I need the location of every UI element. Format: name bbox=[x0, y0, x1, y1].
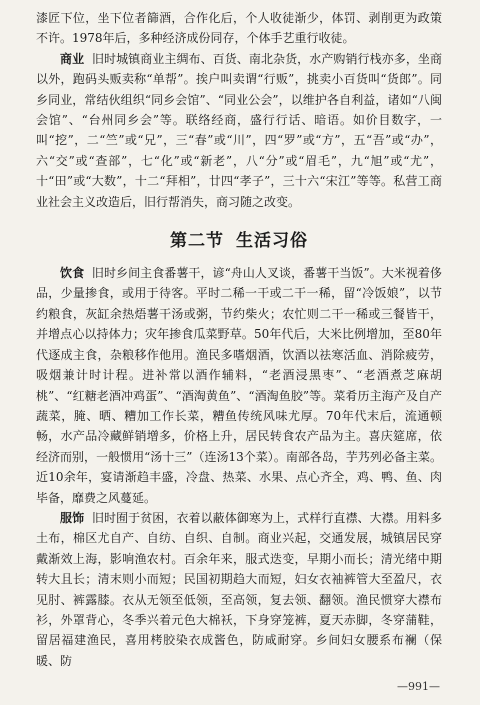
diet-term: 饮食 bbox=[60, 266, 85, 281]
paragraph-diet bbox=[36, 263, 442, 508]
section-title-text: 生活习俗 bbox=[236, 231, 308, 252]
diet-text: 旧时乡间主食番薯干，谚“舟山人叉谈，番薯干当饭”。大米视着侈品，少量掺食，或用于待客。平时二稀一干或二干一稀，留“冷饭娘”，以节约粮食，灰缸余热焐薯干汤或粥，节约柴火；农忙则二干一稀或三餐皆干，并增点心以持体力；灾年掺食瓜菜野草。50年代后，大米比例增加，至80年代逐成主食，杂粮移作他用。渔民多嗜烟酒，饮酒以祛寒活血、消除疲劳，吸烟兼计时计程。进补常以酒作辅料，“老酒浸黑枣”、“老酒煮芝麻胡桃”、“红糖老酒冲鸡蛋”、“酒淘黄鱼”、“酒淘鱼胶”等。菜肴历主海产及自产蔬菜，腌、晒、糟加工作长菜，糟鱼传统风味尤厚。70年代末后，流通顿畅，水产品冷藏鲜销增多，价格上升，居民转食农产品为主。喜庆筵席，依经济而别，一般惯用“汤十三”（连汤13个菜）。南部各岛，芋艿列必备主菜。近10余年，宴请渐趋丰盛，冷盘、热菜、水果、点心齐全，鸡、鸭、鱼、肉毕备，靡费之风蔓延。 bbox=[36, 266, 442, 505]
paragraph-clothing bbox=[36, 508, 442, 671]
commerce-term: 商业 bbox=[60, 51, 85, 66]
paragraph-commerce bbox=[36, 49, 442, 212]
section-heading bbox=[36, 226, 442, 251]
page-number: —991— bbox=[397, 680, 440, 693]
clothing-term: 服饰 bbox=[60, 510, 85, 525]
clothing-text: 旧时囿于贫困，衣着以蔽体御寒为上，式样行直襟、大襟。用料多土布，棉区尤自产、自纺、自织、自制。商业兴起，交通发展，城镇居民穿戴渐效上海，影响渔农村。百余年来，服式迭变，早期小而长；清光绪中期转大且长；清末则小而短；民国初期趋大而短，妇女衣袖裤管大至盈尺，衣见肘、裤露膝。衣从无领至低领，至高领，复去领、翻领。渔民惯穿大襟布衫，外罩背心，冬季兴着元色大棉袄，下身穿笼裤，夏天赤脚，冬穿蒲鞋，留居福建渔民，喜用栲胶染衣成酱色，防咸耐穿。乡间妇女腰系布襕（保暖、防 bbox=[36, 510, 442, 668]
commerce-text: 旧时城镇商业主绸布、百货、南北杂货，水产购销行栈亦多，坐商以外，跑码头贩卖称“单帮”。挨户叫卖谓“行贩”，挑卖小百货叫“货郎”。同乡同业，常结伙组织“同乡会馆”、“同业公会”，以维护各自利益，诸如“八闽会馆”、“台州同乡会”等。联络经商，盛行行话、暗语。如价目数字，一叫“挖”，二“竺”或“兄”，三“春”或“川”，四“罗”或“方”，五“吾”或“办”，六“交”或“查部”，七“化”或“新老”，八“分”或“眉毛”，九“旭”或“尤”，十“田”或“大数”，十二“拜相”，廿四“孝子”，三十六“宋江”等等。私营工商业社会主义改造后，旧行帮消失，商习随之改变。 bbox=[36, 51, 442, 209]
section-label: 第二节 bbox=[170, 231, 224, 252]
paragraph-apprentice: 漆匠下位，坐下位者篩酒，合作化后，个人收徒渐少，体罚、剥削更为政策不许。1978年后，多种经济成份同存，个体手艺重行收徒。 bbox=[36, 11, 442, 46]
